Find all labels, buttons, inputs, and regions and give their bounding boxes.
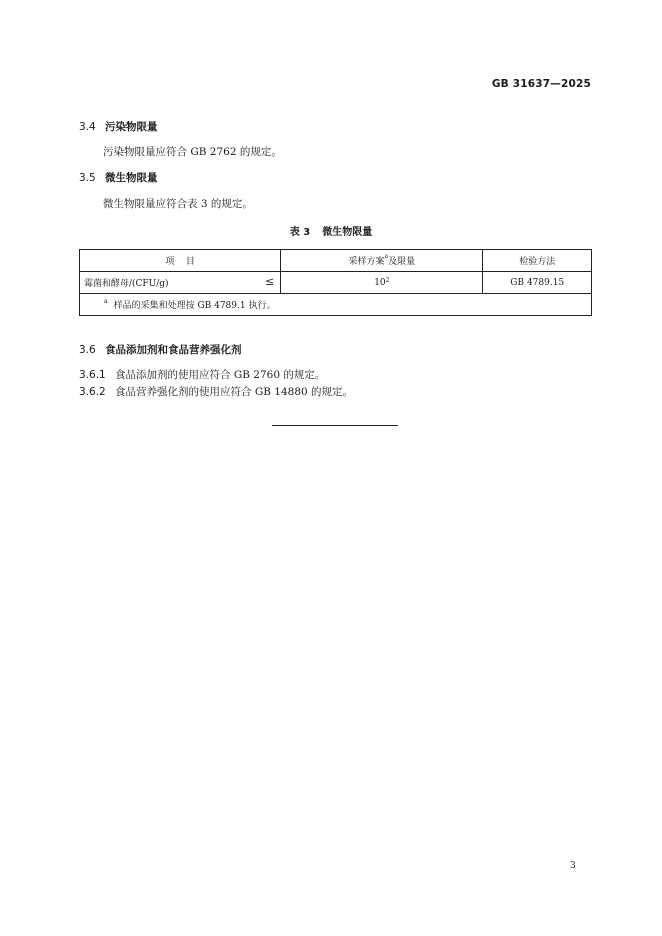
less-equal-sign: ≤ xyxy=(264,275,275,288)
clause-text: 食品添加剂的使用应符合 GB 2760 的规定。 xyxy=(115,369,326,381)
item-label: 霉菌和酵母/(CFU/g) xyxy=(84,279,169,289)
clause-number: 3.6.2 xyxy=(79,386,106,398)
section-3-5-heading xyxy=(79,170,158,185)
row-method: GB 4789.15 xyxy=(483,272,592,294)
page-number: 3 xyxy=(570,861,576,871)
table-title: 微生物限量 xyxy=(322,227,373,238)
standard-code: GB 31637—2025 xyxy=(491,78,591,90)
end-of-document-rule xyxy=(272,425,398,426)
table-header-row xyxy=(80,250,592,272)
section-title: 污染物限量 xyxy=(105,121,158,133)
header-plan-suffix: 及限量 xyxy=(388,257,416,267)
section-3-5-text: 微生物限量应符合表 3 的规定。 xyxy=(103,198,253,210)
clause-3-6-2 xyxy=(79,384,353,399)
table-footnote-row xyxy=(80,294,592,316)
footnote-mark: a xyxy=(384,253,389,260)
table-caption xyxy=(0,223,662,238)
footnote-text: 样品的采集和处理按 GB 4789.1 执行。 xyxy=(113,301,276,311)
section-3-4-heading xyxy=(79,119,158,134)
header-item: 项 目 xyxy=(80,250,281,272)
section-3-6-heading xyxy=(79,342,242,357)
clause-text: 食品营养强化剂的使用应符合 GB 14880 的规定。 xyxy=(115,386,354,398)
section-3-4-text: 污染物限量应符合 GB 2762 的规定。 xyxy=(103,146,282,158)
table-label: 表 3 xyxy=(289,227,311,238)
limit-exponent: 2 xyxy=(385,276,390,284)
row-item xyxy=(80,272,281,294)
section-number: 3.4 xyxy=(79,121,96,133)
footnote-mark: a xyxy=(104,298,108,305)
section-title: 微生物限量 xyxy=(105,172,158,184)
header-sampling-plan xyxy=(281,250,483,272)
microbial-limits-table xyxy=(79,249,592,316)
section-title: 食品添加剂和食品营养强化剂 xyxy=(105,344,242,356)
section-number: 3.6 xyxy=(79,344,96,356)
table-row xyxy=(80,272,592,294)
table-footnote xyxy=(80,294,592,316)
limit-base: 10 xyxy=(374,277,386,288)
header-plan-text: 采样方案 xyxy=(348,257,385,267)
row-limit xyxy=(281,272,483,294)
section-number: 3.5 xyxy=(79,172,96,184)
header-test-method: 检验方法 xyxy=(483,250,592,272)
clause-number: 3.6.1 xyxy=(79,369,106,381)
clause-3-6-1 xyxy=(79,367,325,382)
